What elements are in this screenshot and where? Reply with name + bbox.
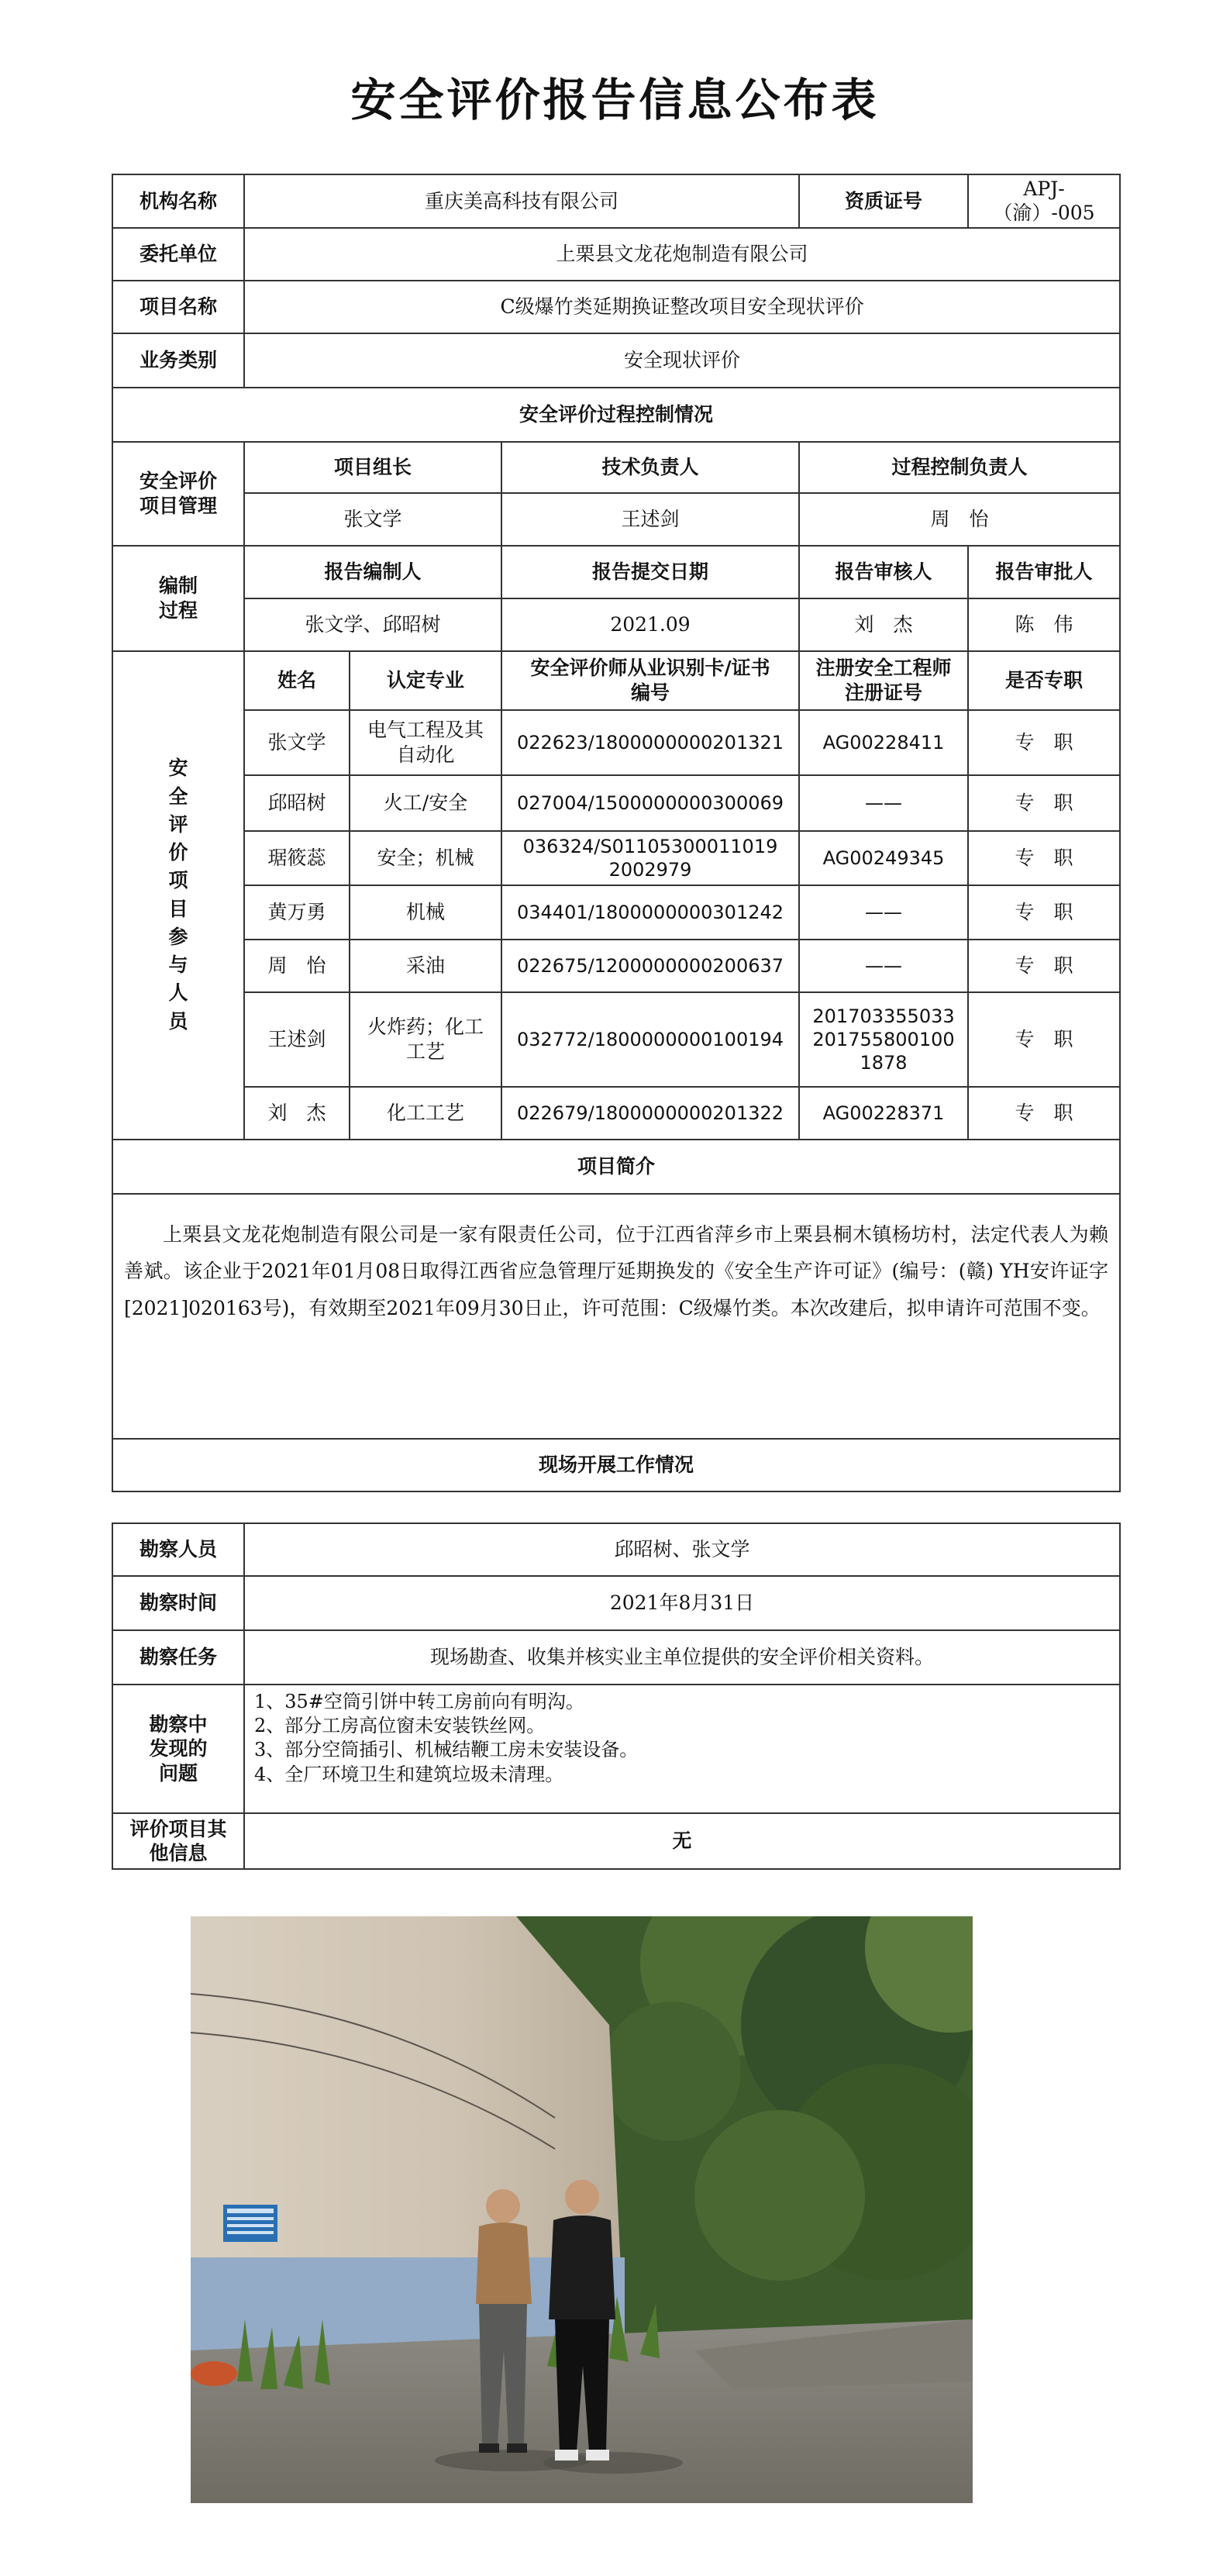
staff-row xyxy=(112,940,1120,992)
staff-header: 是否专职 xyxy=(968,651,1120,710)
staff-fulltime: 专 职 xyxy=(968,940,1120,992)
approver-value: 陈 伟 xyxy=(968,598,1120,651)
staff-header: 注册安全工程师注册证号 xyxy=(799,651,968,710)
staff-name: 刘 杰 xyxy=(244,1087,350,1140)
staff-row xyxy=(112,885,1120,940)
staff-name: 邱昭树 xyxy=(244,775,350,831)
staff-header: 姓名 xyxy=(244,651,350,710)
issue-item: 3、部分空筒插引、机械结鞭工房未安装设备。 xyxy=(254,1739,639,1761)
staff-major: 安全；机械 xyxy=(350,831,501,885)
staff-header: 认定专业 xyxy=(350,651,501,710)
staff-name: 黄万勇 xyxy=(244,885,350,940)
ctrl-value: 周 怡 xyxy=(799,493,1120,546)
biz-value: 安全现状评价 xyxy=(244,333,1120,388)
inspectors-value: 邱昭树、张文学 xyxy=(244,1523,1120,1576)
staff-fulltime: 专 职 xyxy=(968,885,1120,940)
staff-reg: —— xyxy=(799,775,968,831)
issue-item: 2、部分工房高位窗未安装铁丝网。 xyxy=(254,1715,546,1737)
staff-major: 采油 xyxy=(350,940,501,992)
staff-reg: —— xyxy=(799,940,968,992)
site-heading: 现场开展工作情况 xyxy=(112,1439,1120,1491)
org-label: 机构名称 xyxy=(112,174,244,228)
intro-heading: 项目简介 xyxy=(112,1140,1120,1194)
process-heading: 安全评价过程控制情况 xyxy=(112,388,1120,442)
date-value: 2021.09 xyxy=(501,598,799,651)
inspectors-label: 勘察人员 xyxy=(112,1523,244,1576)
staff-header: 安全评价师从业识别卡/证书编号 xyxy=(501,651,799,710)
tech-label: 技术负责人 xyxy=(501,442,799,493)
issues-list xyxy=(244,1685,1120,1813)
staff-cert: 022675/1200000000200637 xyxy=(501,940,799,992)
staff-cert: 032772/1800000000100194 xyxy=(501,992,799,1087)
org-value: 重庆美高科技有限公司 xyxy=(244,174,799,228)
client-label: 委托单位 xyxy=(112,228,244,281)
staff-reg: 2017033550332017558001001878 xyxy=(799,992,968,1087)
mgmt-label: 安全评价项目管理 xyxy=(112,442,244,546)
staff-cert: 036324/S011053000110192002979 xyxy=(501,831,799,885)
compile-label: 编制过程 xyxy=(112,546,244,651)
staff-cert: 022679/1800000000201322 xyxy=(501,1087,799,1140)
staff-cert: 027004/1500000000300069 xyxy=(501,775,799,831)
project-label: 项目名称 xyxy=(112,281,244,333)
other-label: 评价项目其他信息 xyxy=(112,1813,244,1869)
staff-reg: AG00228371 xyxy=(799,1087,968,1140)
staff-name: 王述剑 xyxy=(244,992,350,1087)
task-value: 现场勘查、收集并核实业主单位提供的安全评价相关资料。 xyxy=(244,1630,1120,1685)
compiler-label: 报告编制人 xyxy=(244,546,501,598)
other-value: 无 xyxy=(244,1813,1120,1869)
client-value: 上栗县文龙花炮制造有限公司 xyxy=(244,228,1120,281)
date-label: 报告提交日期 xyxy=(501,546,799,598)
issues-label: 勘察中发现的问题 xyxy=(112,1685,244,1813)
biz-label: 业务类别 xyxy=(112,333,244,388)
report-info-table xyxy=(112,174,1121,1492)
approver-label: 报告审批人 xyxy=(968,546,1120,598)
staff-name: 张文学 xyxy=(244,710,350,775)
staff-cert: 022623/1800000000201321 xyxy=(501,710,799,775)
task-label: 勘察任务 xyxy=(112,1630,244,1685)
staff-row xyxy=(112,710,1120,775)
tech-value: 王述剑 xyxy=(501,493,799,546)
project-value: C级爆竹类延期换证整改项目安全现状评价 xyxy=(244,281,1120,333)
staff-reg: —— xyxy=(799,885,968,940)
staff-cert: 034401/1800000000301242 xyxy=(501,885,799,940)
staff-label: 安全评价项目参与人员 xyxy=(112,651,244,1140)
issue-item: 4、全厂环境卫生和建筑垃圾未清理。 xyxy=(254,1763,564,1785)
staff-major: 火工/安全 xyxy=(350,775,501,831)
staff-fulltime: 专 职 xyxy=(968,831,1120,885)
staff-row xyxy=(112,831,1120,885)
staff-row xyxy=(112,992,1120,1087)
leader-value: 张文学 xyxy=(244,493,501,546)
reviewer-value: 刘 杰 xyxy=(799,598,968,651)
site-photo xyxy=(191,1916,973,2503)
intro-text: 上栗县文龙花炮制造有限公司是一家有限责任公司，位于江西省萍乡市上栗县桐木镇杨坊村，法定代表人为赖善斌。该企业于2021年01月08日取得江西省应急管理厅延期换发的《安全生产许可证》(编号：(赣) YH安许证字[2021]020163号)，有效期至2021年09月30日止，许可范围：C级爆竹类。本次改建后，拟申请许可范围不变。 xyxy=(112,1194,1120,1439)
staff-reg: AG00249345 xyxy=(799,831,968,885)
staff-fulltime: 专 职 xyxy=(968,775,1120,831)
staff-name: 周 怡 xyxy=(244,940,350,992)
issue-item: 1、35#空筒引饼中转工房前向有明沟。 xyxy=(254,1691,584,1712)
staff-major: 机械 xyxy=(350,885,501,940)
site-table xyxy=(112,1522,1121,1870)
staff-fulltime: 专 职 xyxy=(968,1087,1120,1140)
staff-row xyxy=(112,1087,1120,1140)
compiler-value: 张文学、邱昭树 xyxy=(244,598,501,651)
cert-value: APJ-（渝）-005 xyxy=(968,174,1120,228)
reviewer-label: 报告审核人 xyxy=(799,546,968,598)
staff-major: 电气工程及其自动化 xyxy=(350,710,501,775)
staff-major: 火炸药；化工工艺 xyxy=(350,992,501,1087)
ctrl-label: 过程控制负责人 xyxy=(799,442,1120,493)
page-title: 安全评价报告信息公布表 xyxy=(350,74,880,126)
cert-label: 资质证号 xyxy=(799,174,968,228)
time-value: 2021年8月31日 xyxy=(244,1576,1120,1630)
staff-major: 化工工艺 xyxy=(350,1087,501,1140)
staff-reg: AG00228411 xyxy=(799,710,968,775)
time-label: 勘察时间 xyxy=(112,1576,244,1630)
leader-label: 项目组长 xyxy=(244,442,501,493)
staff-row xyxy=(112,775,1120,831)
staff-fulltime: 专 职 xyxy=(968,992,1120,1087)
staff-name: 琚筱蕊 xyxy=(244,831,350,885)
staff-fulltime: 专 职 xyxy=(968,710,1120,775)
